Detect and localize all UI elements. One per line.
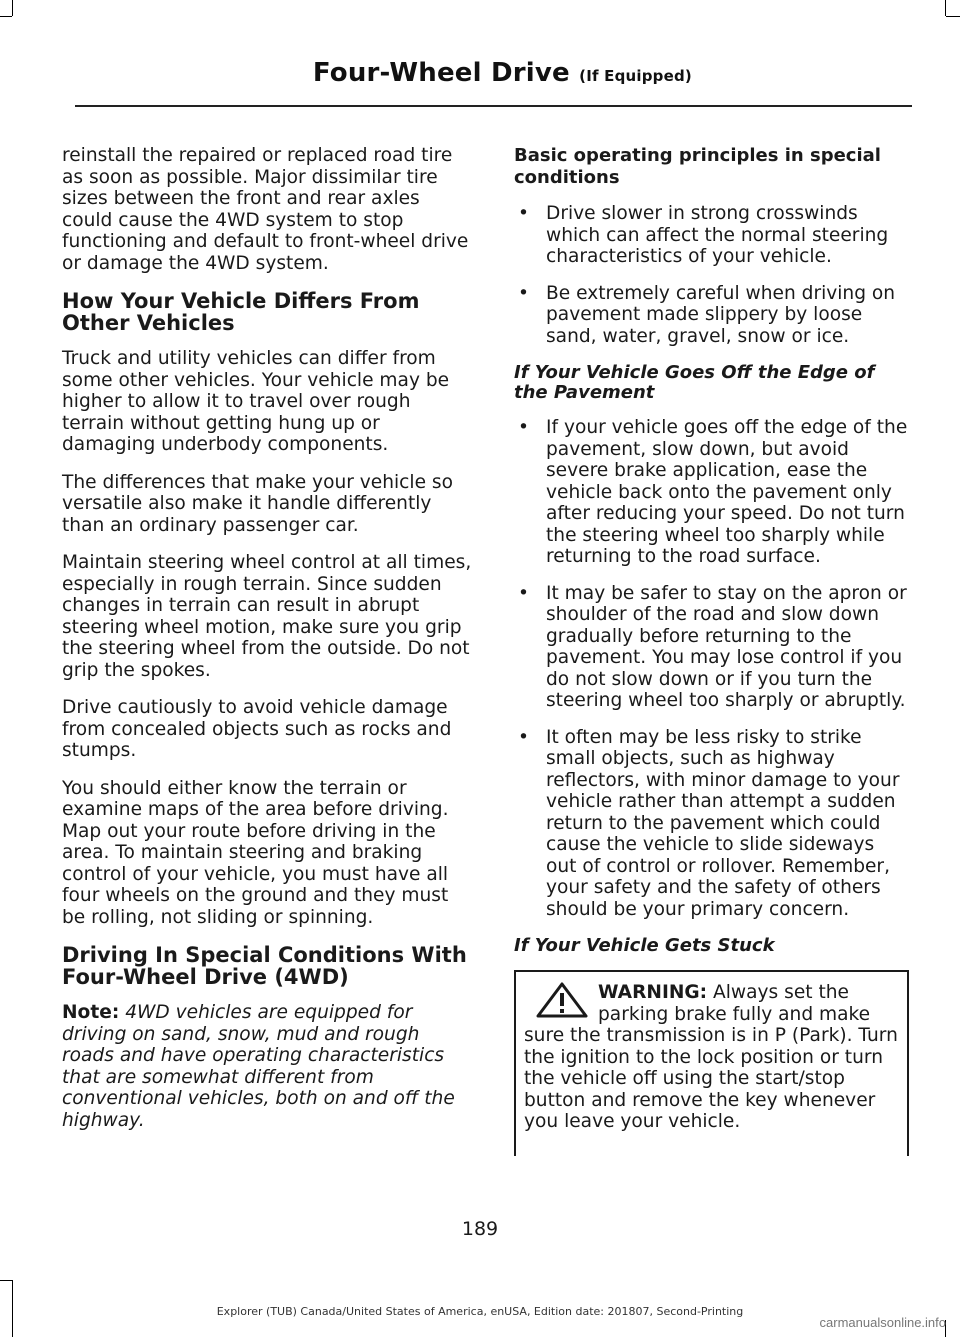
paragraph: You should either know the terrain or examine maps of the area before driving. Map out your route before driving in the area. To maintain steering and braking control of your vehicle, you must have all four wheels on the ground and they must be rolling, not sliding or spinning. [62,777,449,928]
paragraph: The differences that make your vehicle so versatile also make it handle differently than an ordinary passenger car. [62,471,453,536]
crop-mark [945,0,946,16]
bullet-mark: • [518,417,529,438]
bullet-mark: • [518,282,529,304]
crop-mark [0,16,12,17]
page-number: 189 [461,1218,499,1240]
left-column [62,145,472,1147]
note-label: Note: [62,1002,120,1023]
paragraph: Drive cautiously to avoid vehicle damage from concealed objects such as rocks and stumps. [62,697,452,761]
bullet-mark: • [518,726,529,748]
header-subtitle: (If Equipped) [579,67,692,85]
bullet-list [514,417,909,920]
paragraph: reinstall the repaired or replaced road tire as soon as possible. Major dissimilar tire sizes between the front and rear axles could cause the 4WD system to stop functioning and default to front-wheel drive or damage the 4WD system. [62,145,469,274]
list-item-text: Drive slower in strong crosswinds which can affect the normal steering characteristics of your vehicle. [546,203,889,267]
crop-mark [0,1280,12,1281]
subsection-heading: If Your Vehicle Goes Off the Edge of the Pavement [514,362,875,403]
list-item [514,583,909,712]
list-item [514,727,909,921]
warning-text: Always set the parking brake fully and make sure the transmission is in P (Park). Turn the ignition to the lock position or turn the vehicle off using the start/stop button and remove the key whenever you leave your vehicle. [524,982,898,1132]
bullet-mark: • [518,203,529,224]
paragraph: Truck and utility vehicles can differ from some other vehicles. Your vehicle may be higher to allow it to travel over rough terrain without getting hung up or damaging underbody components. [62,348,450,455]
crop-mark [12,0,13,16]
crop-mark [946,16,960,17]
footer-edition-info: Explorer (TUB) Canada/United States of America, enUSA, Edition date: 201807, Second-Printing [216,1305,744,1318]
bullet-list [514,203,909,347]
list-item-text: It may be safer to stay on the apron or shoulder of the road and slow down gradually before returning to the pavement. You may lose control if you do not slow down or if you turn the steering wheel too sharply or abruptly. [546,582,907,711]
section-heading: Driving In Special Conditions With Four-Wheel Drive (4WD) [62,943,467,989]
section-heading: How Your Vehicle Differs From Other Vehicles [62,289,420,335]
list-item [514,203,909,268]
paragraph: Maintain steering wheel control at all times, especially in rough terrain. Since sudden changes in terrain can result in abrupt steering wheel motion, make sure you grip the steering wheel from the outside. Do not grip the spokes. [62,552,472,681]
right-column [514,145,909,1156]
header-title-text: Four-Wheel Drive [312,58,570,88]
list-item-text: It often may be less risky to strike small objects, such as highway reflectors, with minor damage to your vehicle rather than attempt a sudden return to the pavement which could cause the vehicle to slide sideways out of control or rollover. Remember, your safety and the safety of others should be your primary concern. [546,726,900,920]
warning-box [514,970,909,1156]
bullet-mark: • [518,582,529,604]
note-text: 4WD vehicles are equipped for driving on sand, snow, mud and rough roads and have operating characteristics that are somewhat different from conventional vehicles, both on and off the highway. [62,1002,455,1131]
warning-label: WARNING: [598,982,708,1003]
header-divider [75,105,912,107]
list-item-text: If your vehicle goes off the edge of the pavement, slow down, but avoid severe brake application, ease the vehicle back onto the pavement only after reducing your speed. Do not turn the steering wheel too sharply while returning to the road surface. [546,417,908,567]
subsection-heading: Basic operating principles in special conditions [514,145,881,188]
subsection-heading: If Your Vehicle Gets Stuck [514,935,775,956]
warning-triangle-icon [536,982,588,1018]
note [62,1002,472,1131]
page-header-title [313,58,692,88]
list-item [514,283,909,348]
list-item [514,417,909,568]
watermark: carmanualsonline.info [819,1315,946,1330]
list-item-text: Be extremely careful when driving on pavement made slippery by loose sand, water, gravel, snow or ice. [546,282,896,347]
